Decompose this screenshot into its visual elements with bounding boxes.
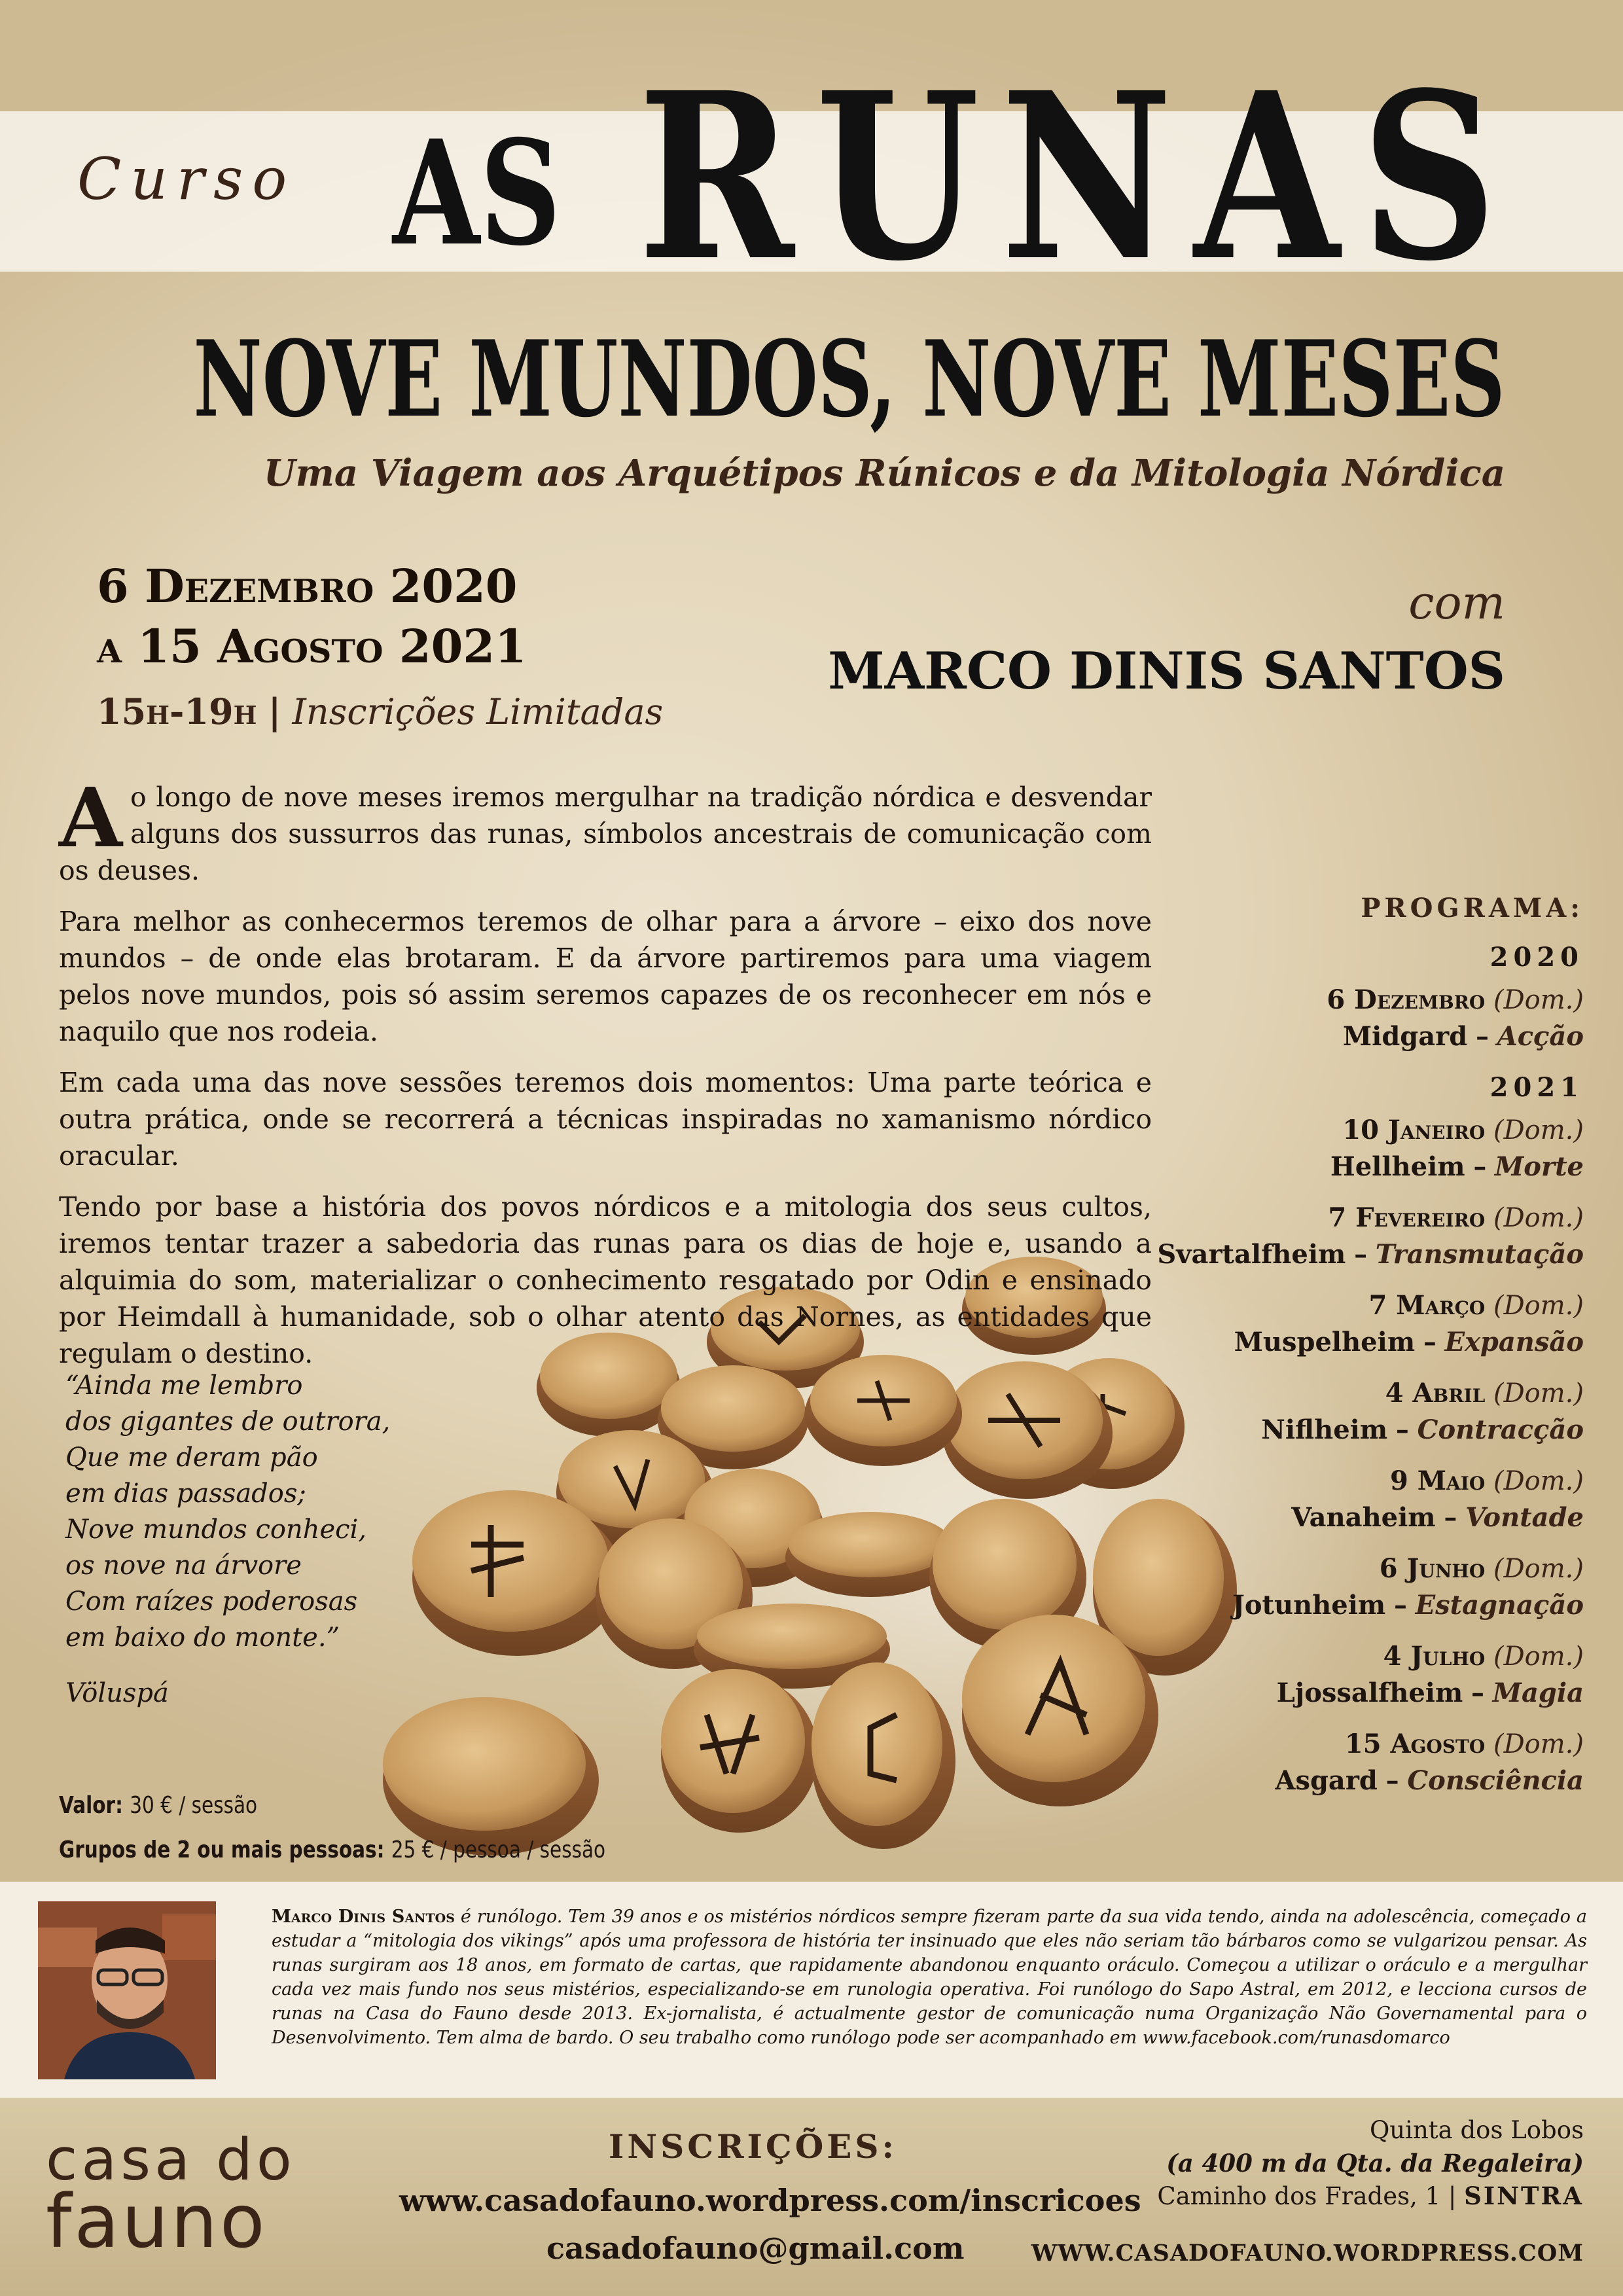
hours: 15h-19h (97, 691, 257, 732)
intro-paragraph-3: Em cada uma das nove sessões teremos dois momentos: Uma parte teórica e outra prática, onde se recorrerá a técnicas inspiradas no xamanismo nórdico oracular. (59, 1067, 1152, 1172)
separator: | (268, 691, 281, 732)
program-session: 7 Fevereiro (Dom.) Svartalfheim – Transmutação (1157, 1202, 1584, 1270)
quote-line: em dias passados; (65, 1479, 306, 1509)
program-session: 10 Janeiro (Dom.) Hellheim – Morte (1330, 1115, 1584, 1182)
program-session: 9 Maio (Dom.) Vanaheim – Vontade (1291, 1465, 1584, 1533)
quote-line: dos gigantes de outrora, (65, 1407, 391, 1437)
bio-text: é runólogo. Tem 39 anos e os mistérios nórdicos sempre fizeram parte da sua vida tendo, ainda na adolescência, começado a estudar a “mitologia dos vikings” após uma professora de história ter insinuado que eles não seriam tão bárbaros como se vulgarizou pensar. As runas surgiram aos 18 anos, em formato de cartas, que rapidamente abandonou enquanto oráculo. Começou a utilizar o oráculo e a mergulhar cada vez mais fundo nos seus mistérios, especializando-se em runologia operativa. Foi runólogo do Sapo Astral, em 2012, e lecciona cursos de runas na Casa do Fauno desde 2013. Ex-jornalista, é actualmente gestor de comunicação numa Organização Não Governamental para o Desenvolvimento. Tem alma de bardo. O seu trabalho como runólogo pode ser acompanhado em www.facebook.com/runasdomarco (272, 1907, 1587, 2048)
website-link[interactable]: WWW.CASADOFAUNO.WORDPRESS.COM (1031, 2240, 1584, 2267)
quote-line: os nove na árvore (65, 1551, 302, 1581)
title-runas: RUNAS (638, 42, 1519, 312)
program-session: 15 Agosto (Dom.) Asgard – Consciência (1275, 1729, 1584, 1796)
title-as: AS (393, 108, 562, 278)
logo-fauno: fauno (46, 2179, 268, 2265)
limited-seats: Inscrições Limitadas (292, 691, 664, 732)
bio-name: Marco Dinis Santos (272, 1907, 455, 1927)
date-start: 6 Dezembro 2020 (97, 559, 518, 613)
author-bio (272, 1905, 1587, 2050)
intro-paragraph-1: Ao longo de nove meses iremos mergulhar na tradição nórdica e desvendar alguns dos sussurros das runas, símbolos ancestrais de comunicação com os deuses. (59, 770, 1152, 886)
program-session: 7 Março (Dom.) Muspelheim – Expansão (1234, 1290, 1584, 1357)
author-portrait-icon (38, 1901, 216, 2079)
email-link[interactable]: casadofauno@gmail.com (546, 2231, 965, 2266)
intro-paragraph-2: Para melhor as conhecermos teremos de olhar para a árvore – eixo dos nove mundos – de onde elas brotaram. E da árvore partiremos para uma viagem pelos nove mundos, pois só assim seremos capazes de os reconhecer em nós e naquilo que nos rodeia. (59, 906, 1152, 1047)
author-photo (38, 1901, 216, 2079)
tagline: Uma Viagem aos Arquétipos Rúnicos e da Mitologia Nórdica (263, 452, 1505, 495)
quote-source: Völuspá (65, 1678, 169, 1708)
price-single: Valor: 30 € / sessão (59, 1792, 258, 1819)
registration-link[interactable]: www.casadofauno.wordpress.com/inscricoes (399, 2183, 1141, 2218)
prices (59, 1784, 605, 1873)
program-session: 4 Julho (Dom.) Ljossalfheim – Magia (1276, 1641, 1584, 1708)
address: Quinta dos Lobos (a 400 m da Qta. da Regaleira) Caminho dos Frades, 1 | SINTRA (1157, 2116, 1584, 2210)
program-year-2020: 2020 (1489, 942, 1584, 973)
logo-casa-do: casa do (46, 2126, 296, 2193)
intro-paragraph-4: Tendo por base a história dos povos nórdicos e a mitologia dos seus cultos, iremos tentar trazer a sabedoria das runas para os dias de hoje e, usando a alquimia do som, materializar o conhecimento resgatado por Odin e ensinado por Heimdall à humanidade, sob o olhar atento das Nornes, as entidades que regulam o destino. (59, 1191, 1152, 1369)
program-session: 6 Junho (Dom.) Jotunheim – Estagnação (1232, 1553, 1584, 1621)
course-dates (97, 556, 527, 677)
with-label: com (1408, 576, 1505, 630)
date-end: a 15 Agosto 2021 (97, 619, 527, 673)
drop-cap: A (59, 770, 122, 866)
presenter-name: MARCO DINIS SANTOS (828, 641, 1505, 701)
quote-line: “Ainda me lembro (65, 1371, 303, 1401)
program-year-2021: 2021 (1489, 1072, 1584, 1103)
course-kicker: Curso (77, 145, 296, 213)
program-session: 4 Abril (Dom.) Niflheim – Contracção (1261, 1378, 1584, 1445)
intro-text (59, 770, 1152, 1386)
quote-line: em baixo do monte.” (65, 1623, 340, 1653)
quote-line: Nove mundos conheci, (65, 1515, 367, 1545)
subtitle: NOVE MUNDOS, NOVE MESES (193, 317, 1505, 440)
price-group: Grupos de 2 ou mais pessoas: 25 € / pessoa / sessão (59, 1837, 606, 1863)
program-session: 6 Dezembro (Dom.) Midgard – Acção (1327, 984, 1584, 1052)
program-heading: PROGRAMA: (1361, 893, 1584, 924)
quote-line: Com raízes poderosas (65, 1587, 358, 1617)
quote-line: Que me deram pão (65, 1443, 318, 1473)
voluspa-quote (65, 1368, 390, 1712)
program-list (1157, 890, 1584, 1814)
registration-heading: INSCRIÇÕES: (609, 2127, 897, 2166)
hours-line (97, 691, 663, 732)
